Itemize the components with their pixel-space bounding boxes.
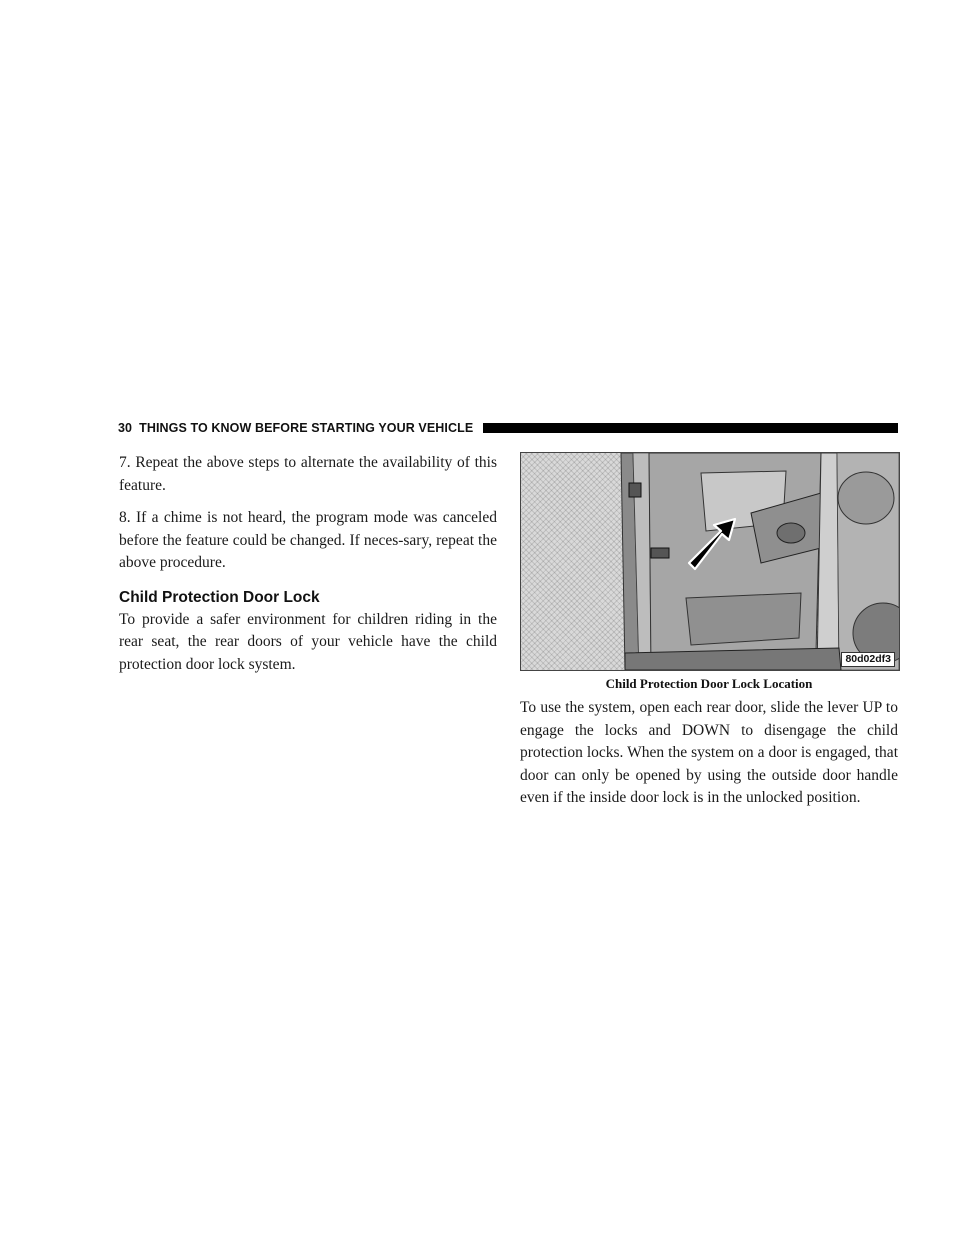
child-lock-intro-paragraph: To provide a safer environment for children riding in the rear seat, the rear doors of your vehicle have the child protection door lock system.: [119, 610, 497, 673]
door-illustration: [521, 453, 899, 670]
door-lock-figure: [520, 452, 900, 671]
header-rule: [483, 423, 898, 433]
figure-code-label: 80d02df3: [841, 652, 895, 667]
step-8-paragraph: 8. If a chime is not heard, the program mode was canceled before the feature could be changed. If neces-sary, repeat the above procedure.: [119, 509, 497, 571]
section-title: THINGS TO KNOW BEFORE STARTING YOUR VEHICLE: [139, 421, 474, 435]
page-number: 30: [118, 421, 133, 435]
page-header: [118, 420, 898, 436]
figure-caption: Child Protection Door Lock Location: [605, 676, 813, 691]
child-lock-heading: Child Protection Door Lock: [119, 588, 320, 606]
child-lock-usage-paragraph: To use the system, open each rear door, slide the lever UP to engage the locks and DOWN to disengage the child protection locks. When the system on a door is engaged, that door can only be opened by using the outside door handle even if the inside door lock is in the unlocked position.: [520, 699, 898, 806]
right-column: [520, 452, 898, 820]
left-column: [119, 452, 497, 686]
step-7-paragraph: 7. Repeat the above steps to alternate the availability of this feature.: [119, 454, 497, 494]
